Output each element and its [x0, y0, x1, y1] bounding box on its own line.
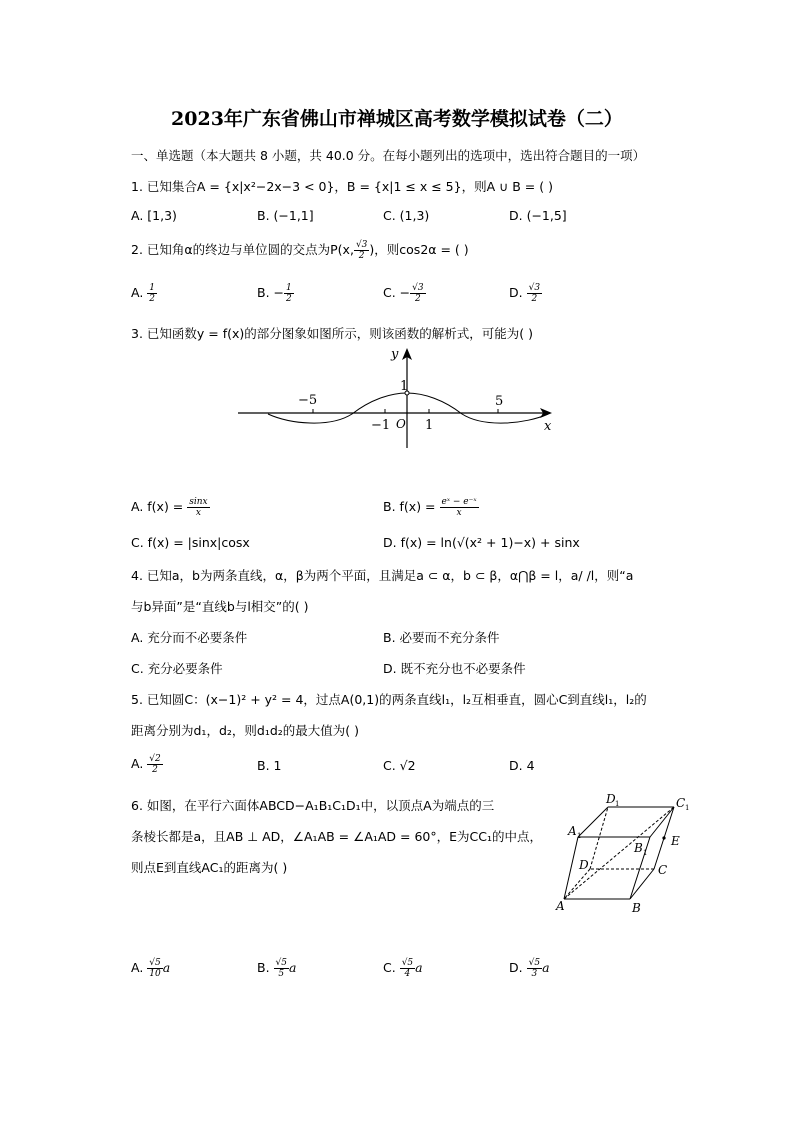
q5-option-b[interactable]: B. 1: [257, 758, 282, 773]
q6-stem-line3: 则点E到直线AC₁的距离为( ): [131, 860, 288, 875]
q4-option-a[interactable]: A. 充分而不必要条件: [131, 630, 248, 645]
q4-stem-line2: 与b异面”是“直线b与l相交”的( ): [131, 599, 309, 614]
edge-da: [564, 869, 590, 899]
label-d1: D: [606, 792, 616, 806]
origin-label: O: [396, 417, 406, 431]
q2-option-b[interactable]: B. − $\frac{1}{2}$: [257, 283, 292, 304]
q2-option-c[interactable]: C. − $\frac{√3}{2}$: [383, 283, 424, 304]
edge-bc: [630, 869, 654, 899]
q4-option-c[interactable]: C. 充分必要条件: [131, 661, 223, 676]
label-c: C: [658, 863, 668, 877]
q6-option-a[interactable]: A. $\frac{√5}{10}$ a: [131, 958, 171, 979]
q1-option-b[interactable]: B. (−1,1]: [257, 208, 314, 223]
q4-option-b[interactable]: B. 必要而不充分条件: [383, 630, 500, 645]
label-b1-sub: 1: [643, 849, 648, 857]
q1-stem: 1. 已知集合A = {x|x²−2x−3 < 0}，B = {x|1 ≤ x ≤ 5}，则A ∪ B = ( ): [131, 179, 553, 194]
tick-neg5-label: −5: [298, 393, 318, 408]
q5-stem-line1: 5. 已知圆C：(x−1)² + y² = 4，过点A(0,1)的两条直线l₁，l₂互相垂直，圆心C到直线l₁，l₂的: [131, 692, 647, 707]
x-axis-label: x: [544, 419, 552, 434]
q6-stem-line1: 6. 如图，在平行六面体ABCD−A₁B₁C₁D₁中，以顶点A为端点的三: [131, 798, 495, 813]
q3-option-c[interactable]: C. f(x) = |sinx|cosx: [131, 535, 250, 550]
q1-option-a[interactable]: A. [1,3): [131, 208, 177, 223]
q3-option-b[interactable]: B. f(x) = $\frac{\text{eˣ − e⁻ˣ}}{x}$: [383, 497, 477, 518]
q3-option-d[interactable]: D. f(x) = ln(√(x² + 1)−x) + sinx: [383, 535, 580, 550]
q2-stem: [131, 240, 469, 261]
q4-option-d[interactable]: D. 既不充分也不必要条件: [383, 661, 526, 676]
q5-option-a[interactable]: A. $\frac{√2}{2}$: [131, 754, 161, 775]
q2-stem-fraction: $\frac{√3}{2}$: [355, 240, 368, 261]
section-heading: 一、单选题（本大题共 8 小题，共 40.0 分。在每小题列出的选项中，选出符合题目的一项）: [131, 148, 646, 163]
diagonal-ac1: [564, 807, 674, 899]
label-d1-sub: 1: [615, 800, 620, 808]
q2-stem-part2: )，则cos2α = ( ): [369, 242, 469, 257]
tick-neg1-label: −1: [371, 418, 391, 433]
label-a1-sub: 1: [577, 832, 582, 840]
label-b: B: [632, 901, 641, 915]
q2-stem-part1: 2. 已知角α的终边与单位圆的交点为P(x,: [131, 242, 354, 257]
tick-5-label: 5: [495, 394, 504, 409]
q4-stem-line1: 4. 已知a，b为两条直线，α，β为两个平面，且满足a ⊂ α，b ⊂ β，α⋂β = l，a/ /l，则“a: [131, 568, 634, 583]
point-e: [662, 836, 665, 839]
q6-option-d[interactable]: D. $\frac{√5}{3}$ a: [509, 958, 550, 979]
q3-option-a[interactable]: A. f(x) = $\frac{\sin x}{x}$: [131, 497, 208, 518]
label-e: E: [671, 834, 680, 848]
q5-option-c[interactable]: C. √2: [383, 758, 416, 773]
y-axis-label: y: [391, 347, 399, 362]
q5-option-d[interactable]: D. 4: [509, 758, 535, 773]
q5-stem-line2: 距离分别为d₁，d₂，则d₁d₂的最大值为( ): [131, 723, 360, 738]
q6-option-c[interactable]: C. $\frac{√5}{4}$ a: [383, 958, 423, 979]
q6-parallelepiped-figure: [550, 785, 710, 925]
q2-option-d[interactable]: D. $\frac{√3}{2}$: [509, 283, 541, 304]
q3-function-graph: [230, 340, 570, 460]
edge-aa1: [564, 837, 578, 899]
q6-stem-line2: 条棱长都是a，且AB ⊥ AD，∠A₁AB = ∠A₁AD = 60°，E为CC₁的中点，: [131, 829, 542, 844]
page-title: 2023年广东省佛山市禅城区高考数学模拟试卷（二）: [171, 108, 623, 130]
tick-1-label: 1: [425, 418, 434, 433]
label-b1: B: [634, 841, 643, 855]
label-c1: C: [676, 796, 686, 810]
q3-stem: 3. 已知函数y = f(x)的部分图象如图所示，则该函数的解析式，可能为( ): [131, 326, 533, 341]
q1-option-d[interactable]: D. (−1,5]: [509, 208, 567, 223]
label-d: D: [579, 858, 589, 872]
label-a: A: [556, 899, 565, 913]
label-c1-sub: 1: [685, 804, 690, 812]
label-a1: A: [568, 824, 577, 838]
q1-option-c[interactable]: C. (1,3): [383, 208, 430, 223]
edge-b1c1: [650, 807, 674, 837]
edge-d1a1: [578, 807, 608, 837]
q6-option-b[interactable]: B. $\frac{√5}{5}$ a: [257, 958, 297, 979]
tick-y1-label: 1: [400, 379, 409, 394]
q2-option-a[interactable]: A. $\frac{1}{2}$: [131, 283, 156, 304]
